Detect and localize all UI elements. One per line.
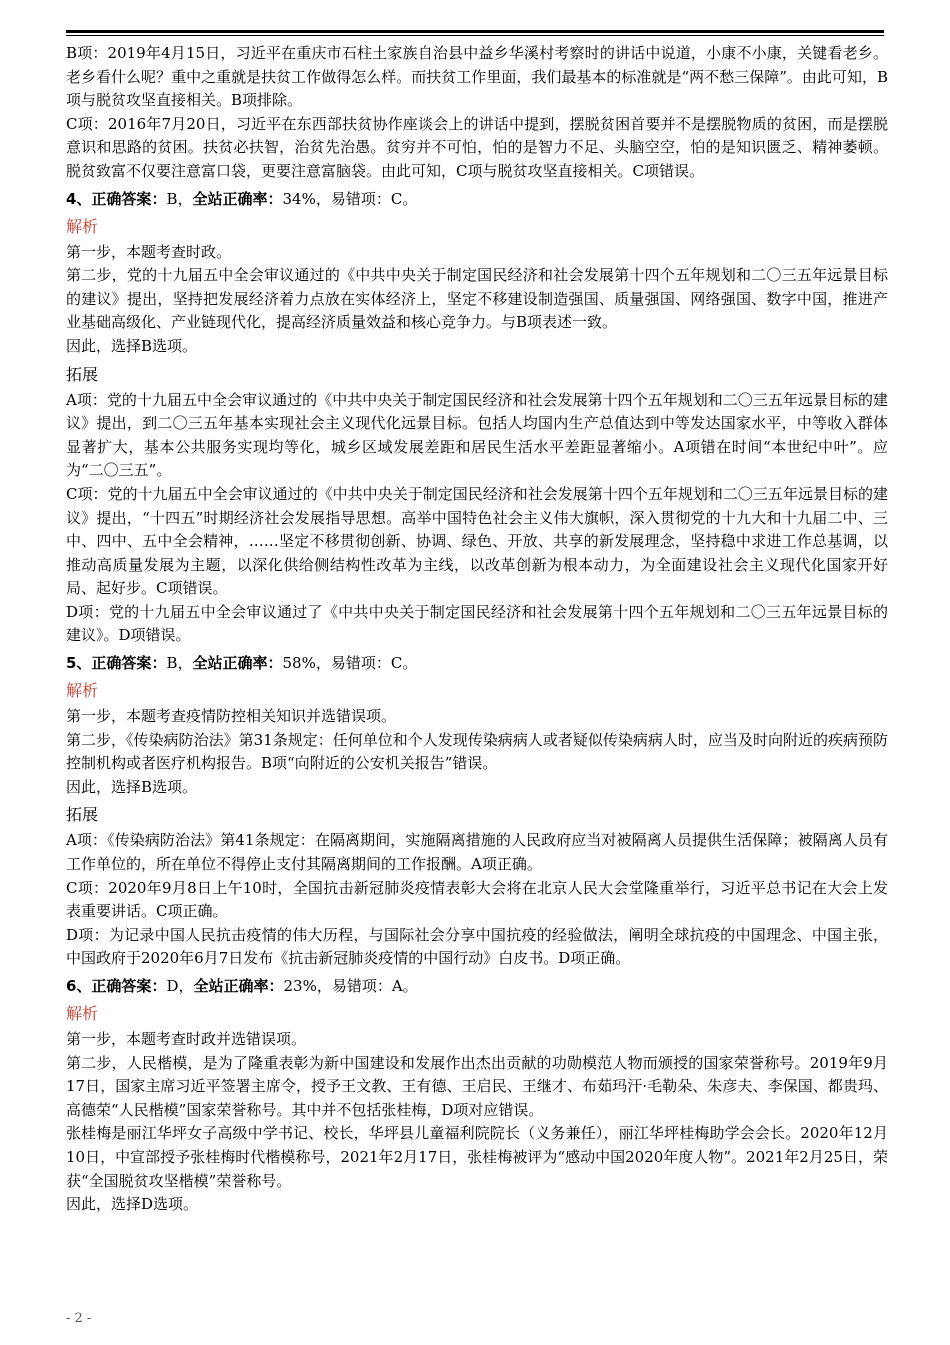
q4-answer-label: 4、正确答案： [66,189,167,208]
q6-analysis-step2: 第二步，人民楷模，是为了隆重表彰为新中国建设和发展作出杰出贡献的功勋模范人物而颁授的国家荣誉称号。2019年9月17日，国家主席习近平签署主席令，授予王文教、王有德、王启民、王继才、布茹玛汗·毛勒朵、朱彦夫、李保国、都贵玛、高德荣“人民楷模”国家荣誉称号。其中并不包括张桂梅，D项对应错误。 [66,1053,888,1119]
q4-extension-a: A项：党的十九届五中全会审议通过的《中共中央关于制定国民经济和社会发展第十四个五年规划和二〇三五年远景目标的建议》提出，到二〇三五年基本实现社会主义现代化远景目标。包括人均国内生产总值达到中等发达国家水平，中等收入群体显著扩大，基本公共服务实现均等化，城乡区域发展差距和居民生活水平差距显著缩小。A项错在时间“本世纪中叶”。应为“二〇三五”。 [66,390,888,480]
q6-analysis-step1: 第一步，本题考查时政并选错误项。 [66,1030,307,1048]
q4-extension-c: C项：党的十九届五中全会审议通过的《中共中央关于制定国民经济和社会发展第十四个五年规划和二〇三五年远景目标的建议》提出，“十四五”时期经济社会发展指导思想。高举中国特色社会主义伟大旗帜，深入贯彻党的十九大和十九届二中、三中、四中、五中全会精神，……坚定不移贯彻创新、协调、绿色、开放、共享的新发展理念，坚持稳中求进工作总基调，以推动高质量发展为主题，以深化供给侧结构性改革为主线，以改革创新为根本动力，为全面建设社会主义现代化国家开好局、起好步。C项错误。 [66,484,888,598]
q6-answer-value: D， [166,977,194,995]
q5-rate-label: 全站正确率： [192,654,283,673]
q4-analysis-step1: 第一步，本题考查时政。 [66,242,232,261]
q5-extension-c: C项：2020年9月8日上午10时，全国抗击新冠肺炎疫情表彰大会将在北京人民大会堂隆重举行，习近平总书记在大会上发表重要讲话。C项正确。 [66,878,888,921]
q5-extension-heading: 拓展 [66,805,99,825]
q4-analysis-step2: 第二步，党的十九届五中全会审议通过的《中共中央关于制定国民经济和社会发展第十四个五年规划和二〇三五年远景目标的建议》提出，坚持把发展经济着力点放在实体经济上，坚定不移建设制造强国、质量强国、网络强国、数字中国，推进产业基础高级化、产业链现代化，提高经济质量效益和核心竞争力。与B项表述一致。 [66,266,888,332]
document-body [66,42,888,1217]
q5-rate-value: 58%，易错项：C。 [282,654,418,673]
q6-answer-line [66,975,888,998]
q5-answer-value: B， [166,654,193,673]
q4-extension-heading: 拓展 [66,364,99,384]
q5-extension-a: A项：《传染病防治法》第41条规定：在隔离期间，实施隔离措施的人民政府应当对被隔离人员提供生活保障；被隔离人员有工作单位的，所在单位不得停止支付其隔离期间的工作报酬。A项正确。 [66,831,888,874]
page-number: - 2 - [66,1311,92,1326]
q4-answer-line [66,188,888,211]
q6-rate-label: 全站正确率： [193,977,284,995]
q5-answer-line [66,652,888,675]
q4-rate-label: 全站正确率： [192,189,283,208]
q5-extension-d: D项：为记录中国人民抗击疫情的伟大历程，与国际社会分享中国抗疫的经验做法，阐明全球抗疫的中国理念、中国主张，中国政府于2020年6月7日发布《抗击新冠肺炎疫情的中国行动》白皮书。D项正确。 [66,925,888,968]
prev-option-c: C项：2016年7月20日，习近平在东西部扶贫协作座谈会上的讲话中提到，摆脱贫困首要并不是摆脱物质的贫困，而是摆脱意识和思路的贫困。扶贫必扶智，治贫先治愚。贫穷并不可怕，怕的是智力不足、头脑空空，怕的是知识匮乏、精神萎顿。脱贫致富不仅要注意富口袋，更要注意富脑袋。由此可知，C项与脱贫攻坚直接相关。C项错误。 [66,114,888,180]
q4-analysis-conclusion: 因此，选择B选项。 [66,336,198,355]
q4-extension-d: D项：党的十九届五中全会审议通过了《中共中央关于制定国民经济和社会发展第十四个五年规划和二〇三五年远景目标的建议》。D项错误。 [66,602,888,645]
q6-analysis-detail: 张桂梅是丽江华坪女子高级中学书记、校长，华坪县儿童福利院院长（义务兼任），丽江华坪桂梅助学会会长。2020年12月10日，中宣部授予张桂梅时代楷模称号，2021年2月17日，张桂梅被评为“感动中国2020年度人物”。2021年2月25日，荣获“全国脱贫攻坚楷模”荣誉称号。 [66,1124,888,1190]
header-rule-thick [66,30,884,33]
header-rule-thin [66,35,884,36]
q6-analysis-conclusion: 因此，选择D选项。 [66,1195,199,1214]
q4-analysis-heading: 解析 [66,216,99,236]
q6-rate-value: 23%，易错项：A。 [283,977,418,995]
q4-answer-value: B， [166,189,193,208]
prev-option-b: B项：2019年4月15日，习近平在重庆市石柱土家族自治县中益乡华溪村考察时的讲话中说道，小康不小康，关键看老乡。老乡看什么呢？重中之重就是扶贫工作做得怎么样。而扶贫工作里面，我们最基本的标准就是“两不愁三保障”。由此可知，B项与脱贫攻坚直接相关。B项排除。 [66,44,888,110]
q6-analysis-heading: 解析 [66,1004,99,1023]
q5-analysis-conclusion: 因此，选择B选项。 [66,777,198,796]
q5-analysis-step1: 第一步，本题考查疫情防控相关知识并选错误项。 [66,707,397,726]
q5-answer-label: 5、正确答案： [66,654,167,673]
q6-answer-label: 6、正确答案： [66,977,167,995]
q5-analysis-heading: 解析 [66,681,99,701]
q4-rate-value: 34%，易错项：C。 [282,189,418,208]
q5-analysis-step2: 第二步，《传染病防治法》第31条规定：任何单位和个人发现传染病病人或者疑似传染病病人时，应当及时向附近的疾病预防控制机构或者医疗机构报告。B项“向附近的公安机关报告”错误。 [66,730,888,773]
